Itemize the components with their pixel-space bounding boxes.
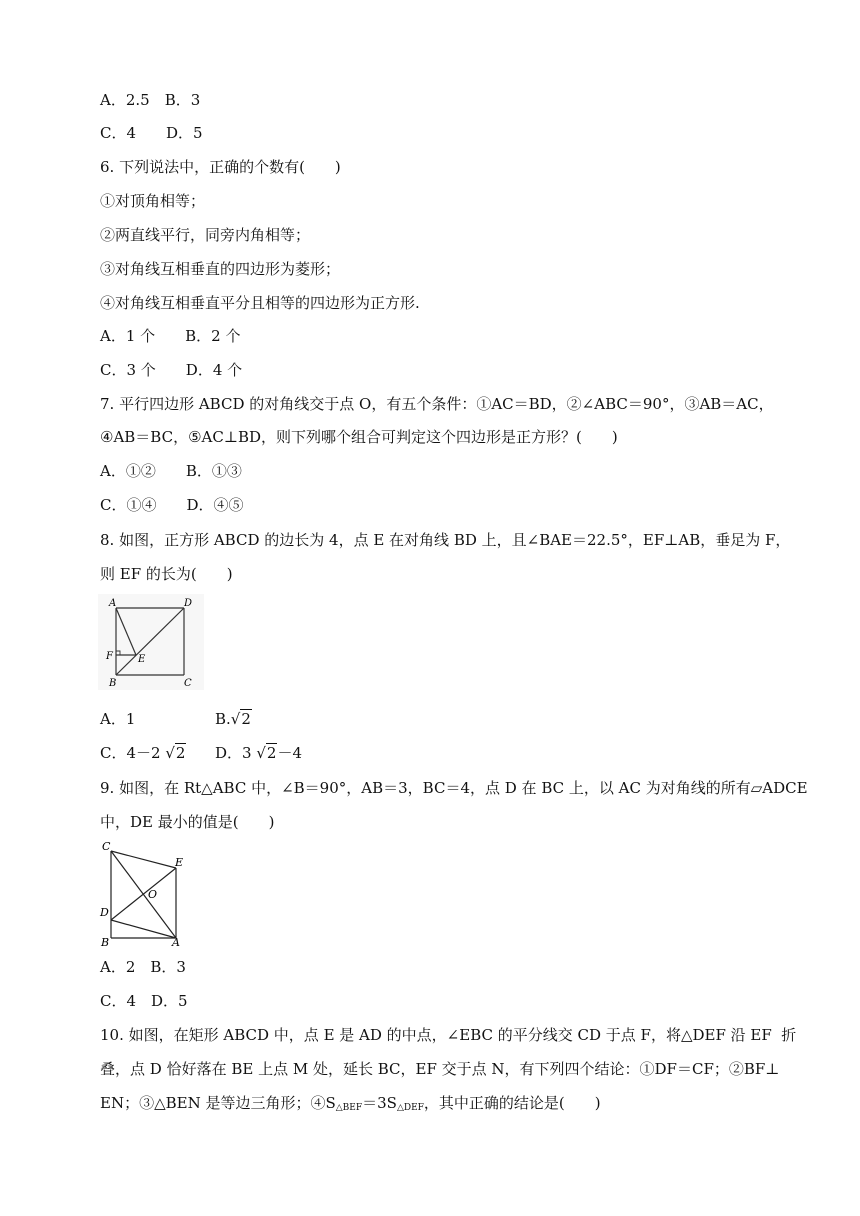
q8-stem-line-2: 则 EF 的长为( ) [100,565,233,583]
q10-stem-line-3 [100,1093,601,1118]
q6-statement-2: ②两直线平行，同旁内角相等； [100,226,311,244]
label-e: E [138,654,146,665]
sqrt-symbol: √2 [230,710,251,728]
q8-option-d-radicand: 2 [266,744,277,762]
side-ce [111,851,176,868]
q8-option-b-radicand: 2 [241,710,251,728]
q10-line3-mid: ＝3S [362,1094,397,1112]
q6-options-cd: C．3 个 D．4 个 [100,361,243,379]
diagonal-de [111,868,176,920]
q8-option-c-radicand: 2 [175,744,186,762]
q8-square-figure [98,594,204,690]
label-o: O [148,888,158,901]
q8-option-c [100,743,186,763]
q5-options-ab: A．2.5 B．3 [100,91,201,109]
q8-option-b-prefix: B. [215,710,231,728]
q6-statement-1: ①对顶角相等； [100,192,206,210]
q9-triangle-figure [98,838,188,950]
label-c: C [184,678,192,689]
q10-subscript-def: △DEF [396,1103,424,1113]
q6-statement-3: ③对角线互相垂直的四边形为菱形； [100,260,341,278]
q8-stem-line-1: 8. 如图，正方形 ABCD 的边长为 4，点 E 在对角线 BD 上，且∠BAE＝22.5°，EF⊥AB，垂足为 F， [100,531,791,549]
q8-option-b [215,709,252,729]
q6-stem: 6. 下列说法中，正确的个数有( ) [100,158,341,176]
label-c: C [102,840,111,853]
q5-options-cd: C．4 D．5 [100,124,203,142]
q10-stem-line-2: 叠，点 D 恰好落在 BE 上点 M 处，延长 BC，EF 交于点 N，有下列四个结论：①DF＝CF；②BF⊥ [100,1060,780,1078]
q10-line3-prefix: EN；③△BEN 是等边三角形；④S [100,1094,336,1112]
label-f: F [106,651,113,662]
q7-stem-line-2: ④AB＝BC，⑤AC⊥BD，则下列哪个组合可判定这个四边形是正方形？( ) [100,428,618,446]
q7-stem-line-1: 7. 平行四边形 ABCD 的对角线交于点 O，有五个条件：①AC＝BD，②∠ABC＝90°，③AB＝AC， [100,395,774,413]
q8-option-d-prefix: D．3 [215,744,257,762]
q8-option-d-suffix: －4 [277,744,302,762]
label-a: A [109,598,117,609]
q9-options-ab: A．2 B．3 [100,958,186,976]
q10-subscript-bef: △BEF [335,1103,363,1113]
q10-line3-suffix: ，其中正确的结论是( ) [423,1094,601,1112]
q7-options-ab: A．①② B．①③ [100,462,242,480]
sqrt-symbol: √2 [256,744,277,762]
q9-options-cd: C．4 D．5 [100,992,188,1010]
label-b: B [101,936,110,949]
q8-option-c-prefix: C．4－2 [100,744,166,762]
q6-options-ab: A．1 个 B．2 个 [100,327,241,345]
sqrt-symbol: √2 [165,744,186,762]
label-d: D [184,598,193,609]
q9-stem-line-2: 中，DE 最小的值是( ) [100,813,275,831]
label-a: A [172,936,180,949]
q10-stem-line-1: 10. 如图，在矩形 ABCD 中，点 E 是 AD 的中点，∠EBC 的平分线交 CD 于点 F，将△DEF 沿 EF 折 [100,1026,797,1044]
label-b: B [109,678,117,689]
q8-option-a: A．1 [100,710,136,728]
q9-stem-line-1: 9. 如图，在 Rt△ABC 中，∠B＝90°，AB＝3，BC＝4，点 D 在 BC 上，以 AC 为对角线的所有▱ADCE [100,779,808,797]
label-e: E [175,856,184,869]
q6-statement-4: ④对角线互相垂直平分且相等的四边形为正方形. [100,294,420,312]
q7-options-cd: C．①④ D．④⑤ [100,496,244,514]
q8-option-d [215,743,302,763]
side-da [111,920,176,938]
label-d: D [100,906,109,919]
